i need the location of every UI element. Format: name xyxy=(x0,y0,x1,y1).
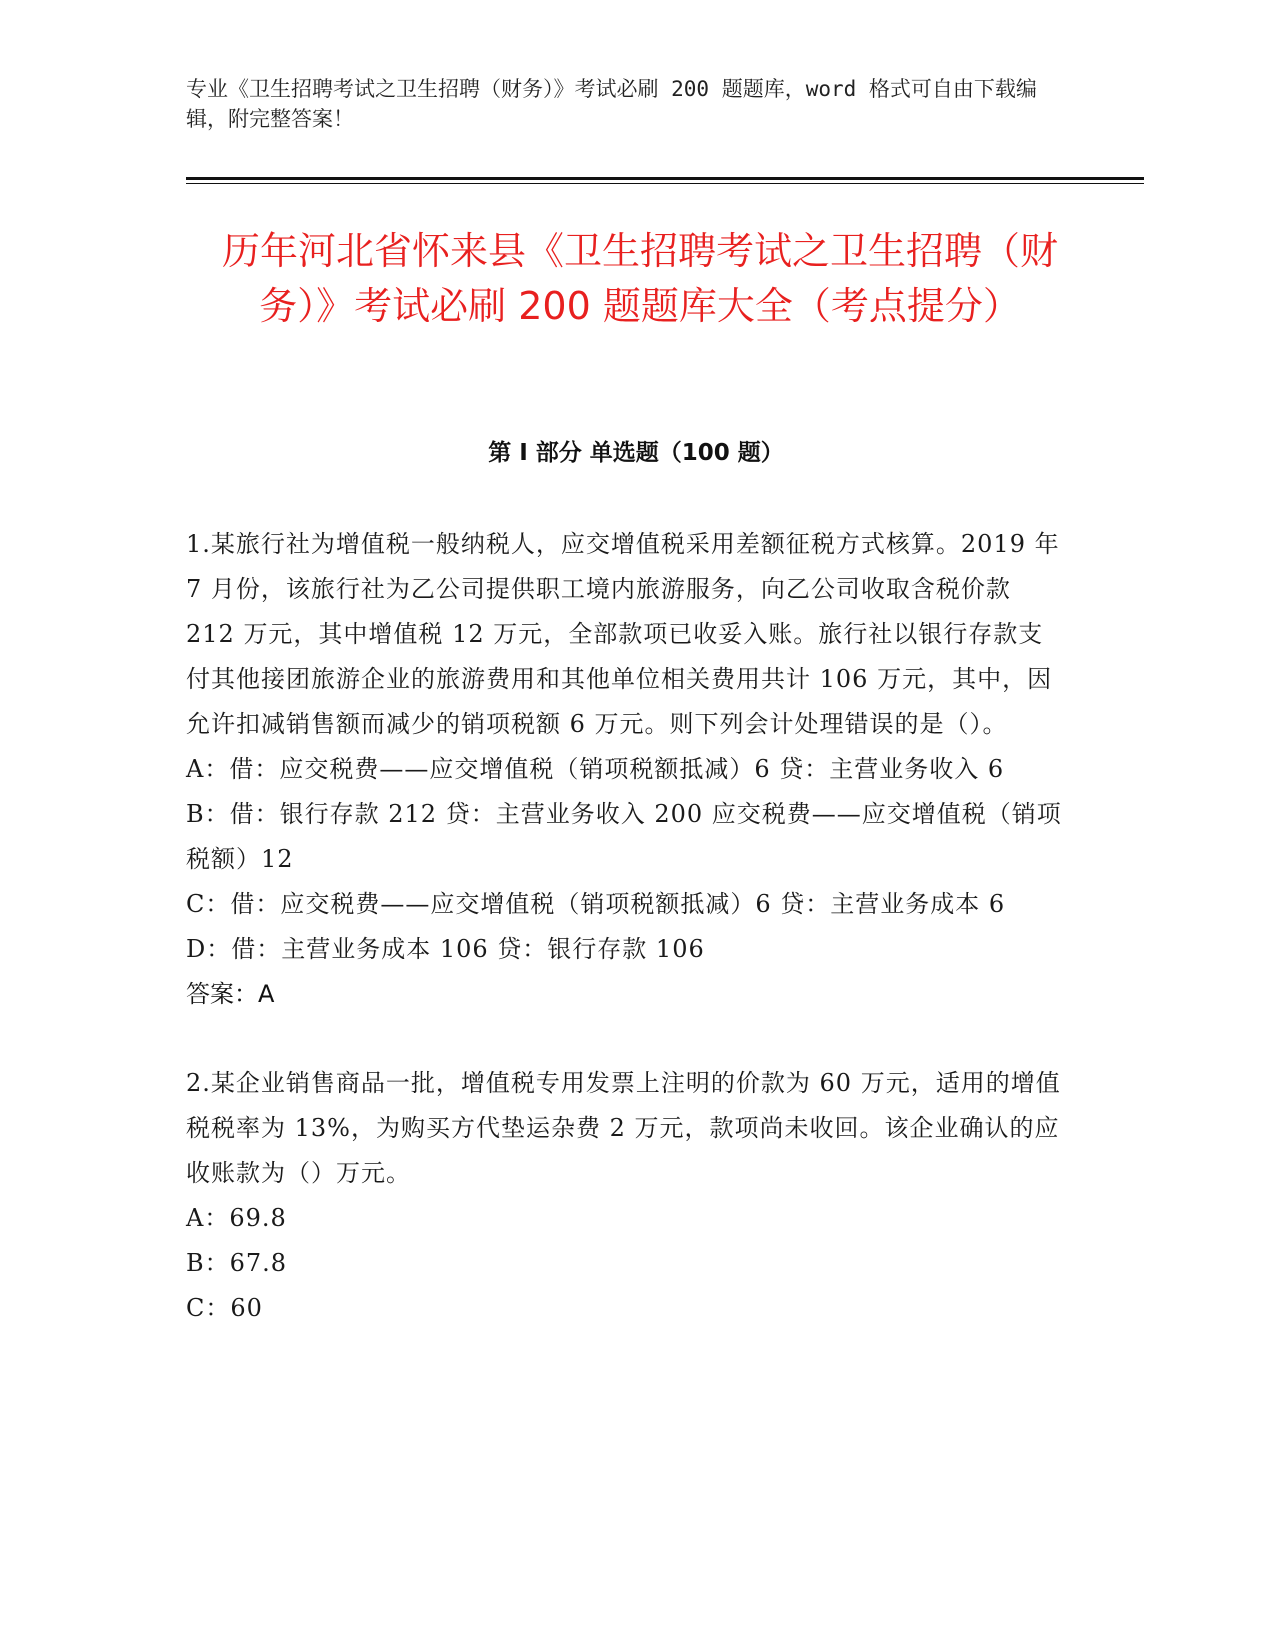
option-b: B：借：银行存款 212 贷：主营业务收入 200 应交税费——应交增值税（销项税额）12 xyxy=(186,800,1062,873)
answer-line: 答案：A xyxy=(186,980,275,1008)
question-list xyxy=(186,522,1066,1331)
option-a: A：69.8 xyxy=(186,1204,287,1232)
header-divider-thin xyxy=(186,183,1144,184)
option-d: D：借：主营业务成本 106 贷：银行存款 106 xyxy=(186,935,705,963)
question-1 xyxy=(186,522,1066,1017)
option-c: C：借：应交税费——应交增值税（销项税额抵减）6 贷：主营业务成本 6 xyxy=(186,890,1006,918)
question-stem: 2.某企业销售商品一批，增值税专用发票上注明的价款为 60 万元，适用的增值税税率为 13%，为购买方代垫运杂费 2 万元，款项尚未收回。该企业确认的应收账款为（）万元。 xyxy=(186,1069,1061,1187)
option-a: A：借：应交税费——应交增值税（销项税额抵减）6 贷：主营业务收入 6 xyxy=(186,755,1005,783)
question-spacer xyxy=(186,1017,1066,1061)
header-note: 专业《卫生招聘考试之卫生招聘（财务）》考试必刷 200 题题库，word 格式可自由下载编辑，附完整答案！ xyxy=(186,77,1037,131)
header-divider-thick xyxy=(186,177,1144,180)
option-c: C：60 xyxy=(186,1294,263,1322)
question-2 xyxy=(186,1061,1066,1331)
option-b: B：67.8 xyxy=(186,1249,288,1277)
section-heading: 第 I 部分 单选题（100 题） xyxy=(488,440,784,466)
document-title: 历年河北省怀来县《卫生招聘考试之卫生招聘（财务）》考试必刷 200 题题库大全（考点提分） xyxy=(221,229,1058,328)
question-stem: 1.某旅行社为增值税一般纳税人，应交增值税采用差额征税方式核算。2019 年 7 月份，该旅行社为乙公司提供职工境内旅游服务，向乙公司收取含税价款 212 万元，其中增值税 12 万元，全部款项已收妥入账。旅行社以银行存款支付其他接团旅游企业的旅游费用和其他单位相关费用共计 106 万元，其中，因允许扣减销售额而减少的销项税额 6 万元。则下列会计处理错误的是（）。 xyxy=(186,530,1060,738)
